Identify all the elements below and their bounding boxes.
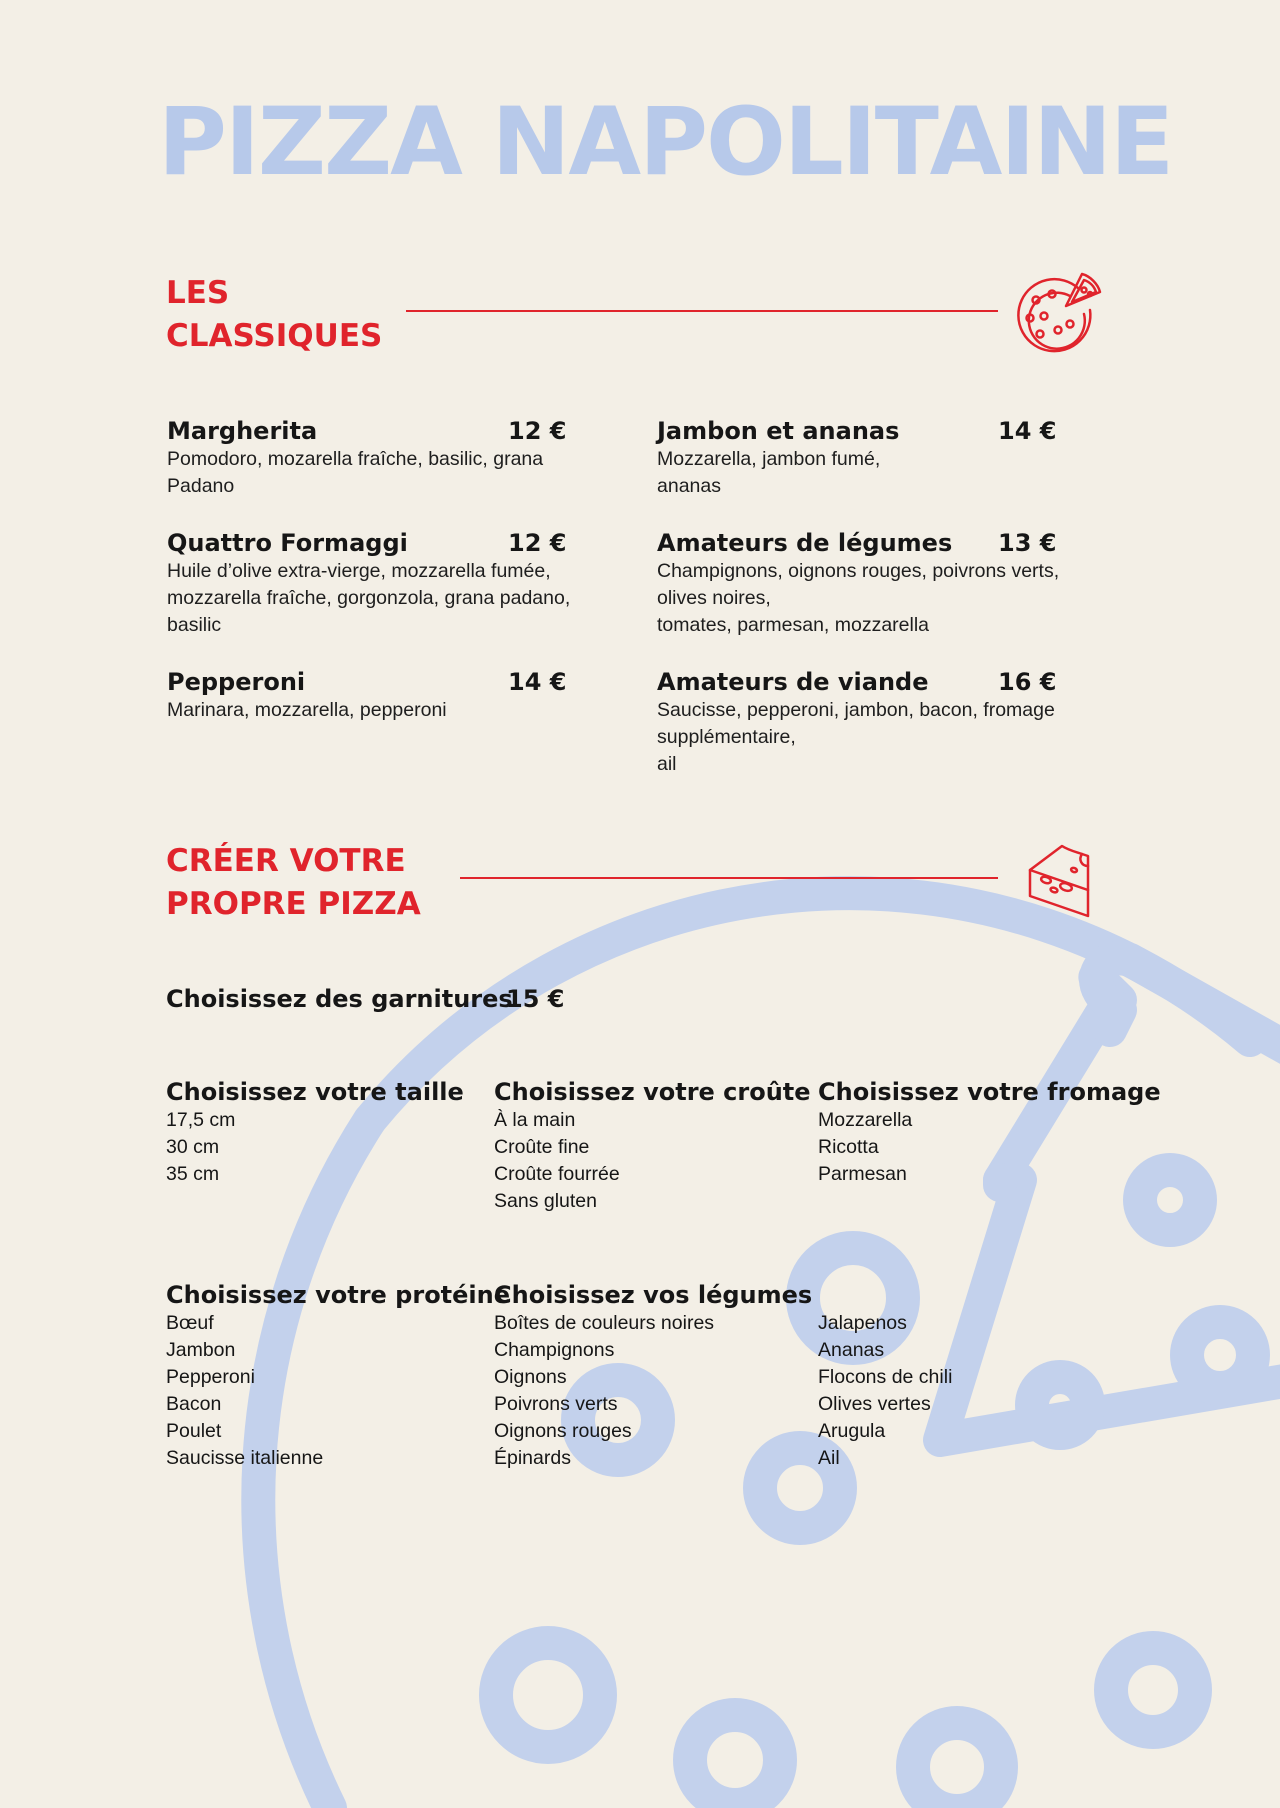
list-item: Oignons	[494, 1366, 567, 1388]
vegetables-title: Choisissez vos légumes	[494, 1281, 813, 1309]
custom-pizza-heading	[166, 840, 421, 926]
protein-list	[166, 1310, 510, 1472]
menu-item-amateurs-viande	[657, 667, 1107, 778]
list-item: Sans gluten	[494, 1190, 597, 1212]
list-item: 30 cm	[166, 1136, 220, 1158]
classics-heading	[166, 272, 382, 358]
item-price: 12 €	[508, 529, 567, 557]
custom-heading-line1: CRÉER VOTRE	[166, 843, 406, 879]
toppings-item	[166, 984, 586, 1014]
list-item: Saucisse italienne	[166, 1447, 324, 1469]
page-title: PIZZA NAPOLITAINE	[158, 88, 1173, 197]
item-description-line: ananas	[657, 475, 721, 497]
vegetables-column	[494, 1280, 812, 1472]
list-item: 17,5 cm	[166, 1109, 236, 1131]
item-description-line: supplémentaire,	[657, 726, 796, 748]
item-price: 13 €	[998, 529, 1057, 557]
list-item: Boîtes de couleurs noires	[494, 1312, 715, 1334]
list-item: Croûte fourrée	[494, 1163, 620, 1185]
list-item: Pepperoni	[166, 1366, 255, 1388]
menu-item-pepperoni	[167, 667, 587, 724]
item-description	[167, 446, 587, 500]
item-description-line: Huile d’olive extra-vierge, mozzarella fumée,	[167, 560, 551, 582]
list-item: Jalapenos	[818, 1312, 907, 1334]
item-description-line: tomates, parmesan, mozzarella	[657, 614, 930, 636]
protein-title: Choisissez votre protéine	[166, 1281, 511, 1309]
item-description-line: Pomodoro, mozarella fraîche, basilic, grana	[167, 448, 544, 470]
crust-title: Choisissez votre croûte	[494, 1078, 811, 1106]
toppings-price: 15 €	[506, 985, 565, 1013]
menu-item-jambon-ananas	[657, 416, 1097, 500]
item-description	[657, 697, 1107, 778]
item-description	[167, 697, 587, 724]
list-item: Champignons	[494, 1339, 615, 1361]
item-description	[657, 446, 1097, 500]
list-item: Parmesan	[818, 1163, 907, 1185]
cheese-list	[818, 1107, 1161, 1188]
custom-divider	[460, 877, 998, 879]
size-column	[166, 1077, 464, 1188]
vegetables-column-continued	[818, 1310, 952, 1472]
item-description-line: Mozzarella, jambon fumé,	[657, 448, 881, 470]
classics-heading-line1: LES	[166, 275, 230, 311]
list-item: Poulet	[166, 1420, 222, 1442]
item-price: 16 €	[998, 668, 1057, 696]
item-name: Amateurs de viande	[657, 668, 929, 696]
list-item: Épinards	[494, 1447, 571, 1469]
classics-heading-line2: CLASSIQUES	[166, 318, 383, 354]
item-description-line: Padano	[167, 475, 235, 497]
list-item: Croûte fine	[494, 1136, 590, 1158]
item-description	[657, 558, 1107, 639]
item-description-line: basilic	[167, 614, 222, 636]
cheese-title: Choisissez votre fromage	[818, 1078, 1161, 1106]
item-description-line: ail	[657, 753, 677, 775]
protein-column	[166, 1280, 510, 1472]
list-item: 35 cm	[166, 1163, 220, 1185]
menu-item-quattro-formaggi	[167, 528, 607, 639]
item-price: 14 €	[508, 668, 567, 696]
item-description	[167, 558, 607, 639]
item-price: 12 €	[508, 417, 567, 445]
item-description-line: Saucisse, pepperoni, jambon, bacon, fromage	[657, 699, 1055, 721]
list-item: Flocons de chili	[818, 1366, 953, 1388]
size-title: Choisissez votre taille	[166, 1078, 464, 1106]
classics-divider	[406, 310, 998, 312]
list-item: Bœuf	[166, 1312, 214, 1334]
item-name: Jambon et ananas	[657, 417, 900, 445]
toppings-name: Choisissez des garnitures	[166, 985, 513, 1013]
item-description-line: Champignons, oignons rouges, poivrons verts,	[657, 560, 1060, 582]
crust-column	[494, 1077, 811, 1215]
list-item: Ricotta	[818, 1136, 879, 1158]
item-name: Quattro Formaggi	[167, 529, 408, 557]
item-description-line: mozzarella fraîche, gorgonzola, grana padano,	[167, 587, 571, 609]
pizza-icon	[1010, 266, 1102, 358]
list-item: Olives vertes	[818, 1393, 931, 1415]
cheese-icon	[1024, 840, 1092, 920]
item-name: Amateurs de légumes	[657, 529, 953, 557]
list-item: Oignons rouges	[494, 1420, 632, 1442]
item-price: 14 €	[998, 417, 1057, 445]
item-name: Margherita	[167, 417, 318, 445]
cheese-column	[818, 1077, 1161, 1188]
list-item: Jambon	[166, 1339, 236, 1361]
custom-heading-line2: PROPRE PIZZA	[166, 886, 421, 922]
list-item: Poivrons verts	[494, 1393, 618, 1415]
list-item: Arugula	[818, 1420, 886, 1442]
item-description-line: olives noires,	[657, 587, 771, 609]
menu-item-amateurs-legumes	[657, 528, 1107, 639]
crust-list	[494, 1107, 811, 1215]
vegetables-list	[494, 1310, 812, 1472]
vegetables-list-continued	[818, 1310, 952, 1472]
list-item: À la main	[494, 1109, 576, 1131]
item-description-line: Marinara, mozzarella, pepperoni	[167, 699, 447, 721]
list-item: Mozzarella	[818, 1109, 913, 1131]
menu-item-margherita	[167, 416, 587, 500]
size-list	[166, 1107, 464, 1188]
list-item: Ail	[818, 1447, 840, 1469]
list-item: Bacon	[166, 1393, 222, 1415]
list-item: Ananas	[818, 1339, 885, 1361]
item-name: Pepperoni	[167, 668, 306, 696]
